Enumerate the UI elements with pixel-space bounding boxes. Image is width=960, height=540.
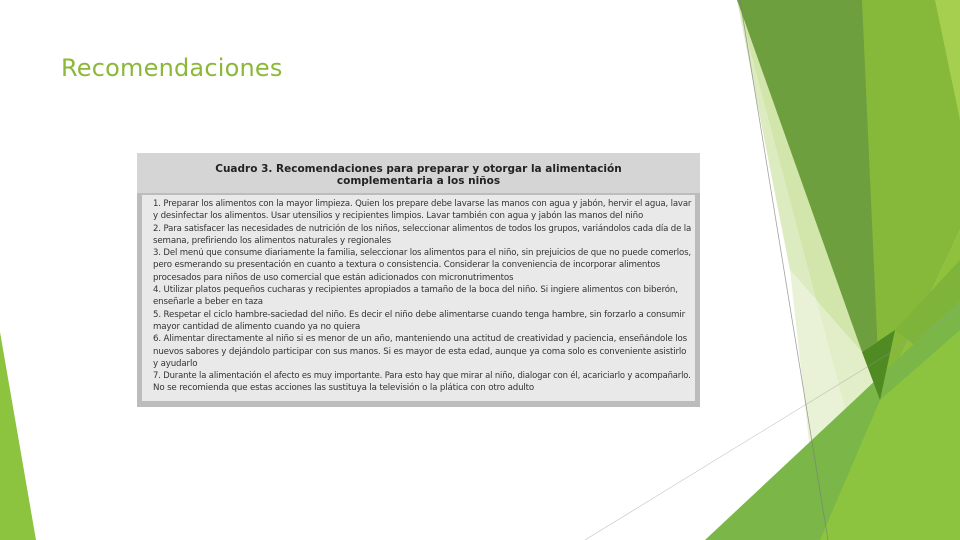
list-line: 3. Del menú que consume diariamente la familia, seleccionar los alimentos para el niño, sin prejuicios de que no puede comerlos, [153, 248, 691, 259]
recommendations-table-image [137, 153, 700, 407]
list-line: y desinfectar los alimentos. Usar utensilios y recipientes limpios. Lavar también con agua y jabón las manos del niño [153, 211, 644, 222]
list-line: 2. Para satisfacer las necesidades de nutrición de los niños, seleccionar alimentos de todos los grupos, variándolos cada día de la [153, 223, 692, 234]
list-line: procesados para niños de uso comercial que están adicionados con micronutrimentos [153, 272, 514, 283]
table-title-line-2: complementaria a los niños [336, 175, 501, 187]
list-line: No se recomienda que estas acciones las sustituya la televisión o la plática con otro adulto [153, 383, 535, 394]
list-line: nuevos sabores y dejándolo participar con sus manos. Si es mayor de esta edad, aunque ya coma solo es conveniente asistirlo [153, 346, 687, 357]
list-line: y ayudarlo [153, 358, 198, 369]
slide-title: Recomendaciones [61, 54, 283, 82]
list-line: mayor cantidad de alimento cuando ya no quiera [153, 321, 361, 332]
table-header [137, 153, 700, 193]
list-line: 1. Preparar los alimentos con la mayor limpieza. Quien los prepare debe lavarse las manos con agua y jabón, hervir el agua, lavar [153, 199, 692, 209]
list-line: semana, prefiriendo los alimentos naturales y regionales [153, 235, 392, 246]
table-title-line-1: Cuadro 3. Recomendaciones para preparar y otorgar la alimentación [215, 163, 622, 175]
list-line: pero esmerando su presentación en cuanto a textura o consistencia. Considerar la conveniencia de incorporar alimentos [153, 260, 661, 271]
list-line: 6. Alimentar directamente al niño si es menor de un año, manteniendo una actitud de creatividad y paciencia, enseñándole los [153, 334, 688, 345]
recommendations-list [153, 198, 693, 395]
table-body [142, 195, 695, 401]
list-line: 5. Respetar el ciclo hambre-saciedad del niño. Es decir el niño debe alimentarse cuando tenga hambre, sin forzarlo a consumir [153, 309, 685, 320]
list-line: 4. Utilizar platos pequeños cucharas y recipientes apropiados a tamaño de la boca del niño. Si ingiere alimentos con biberón, [153, 285, 678, 296]
list-line: enseñarle a beber en taza [153, 297, 263, 308]
list-line: 7. Durante la alimentación el afecto es muy importante. Para esto hay que mirar al niño, dialogar con él, acariciarlo y acompañarlo. [153, 371, 691, 382]
